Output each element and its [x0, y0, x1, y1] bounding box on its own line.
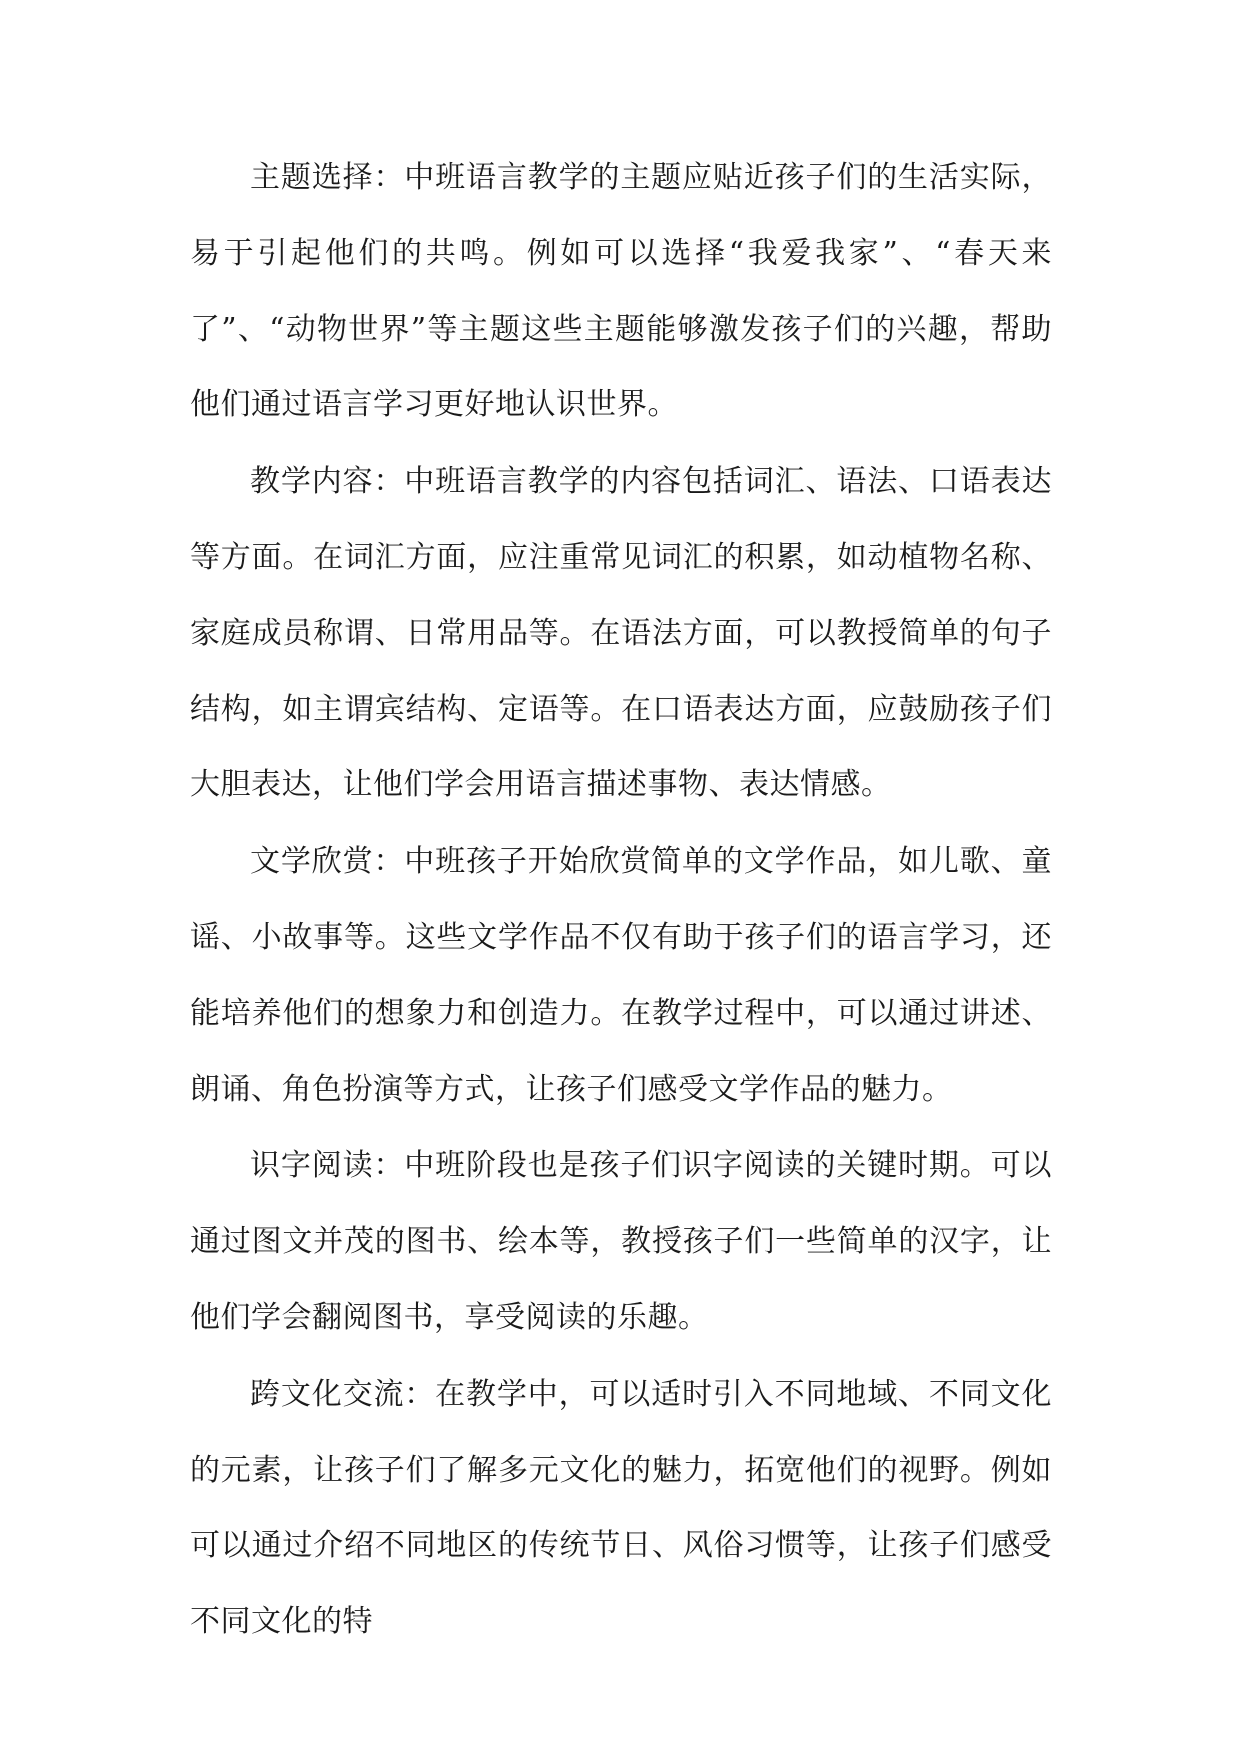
- document-body: [190, 140, 1052, 1661]
- paragraph-literacy-reading: 识字阅读：中班阶段也是孩子们识字阅读的关键时期。可以通过图文并茂的图书、绘本等，教授孩子们一些简单的汉字，让他们学会翻阅图书，享受阅读的乐趣。: [190, 1148, 1052, 1335]
- paragraph-literature-appreciation: 文学欣赏：中班孩子开始欣赏简单的文学作品，如儿歌、童谣、小故事等。这些文学作品不仅有助于孩子们的语言学习，还能培养他们的想象力和创造力。在教学过程中，可以通过讲述、朗诵、角色扮演等方式，让孩子们感受文学作品的魅力。: [190, 844, 1052, 1107]
- paragraph-cross-cultural-exchange: 跨文化交流：在教学中，可以适时引入不同地域、不同文化的元素，让孩子们了解多元文化的魅力，拓宽他们的视野。例如可以通过介绍不同地区的传统节日、风俗习惯等，让孩子们感受不同文化的特: [190, 1376, 1052, 1640]
- paragraph-teaching-content: 教学内容：中班语言教学的内容包括词汇、语法、口语表达等方面。在词汇方面，应注重常见词汇的积累，如动植物名称、家庭成员称谓、日常用品等。在语法方面，可以教授简单的句子结构，如主谓宾结构、定语等。在口语表达方面，应鼓励孩子们大胆表达，让他们学会用语言描述事物、表达情感。: [190, 464, 1052, 803]
- paragraph-topic-selection: 主题选择：中班语言教学的主题应贴近孩子们的生活实际，易于引起他们的共鸣。例如可以选择“我爱我家”、“春天来了”、“动物世界”等主题这些主题能够激发孩子们的兴趣，帮助他们通过语言学习更好地认识世界。: [190, 160, 1052, 423]
